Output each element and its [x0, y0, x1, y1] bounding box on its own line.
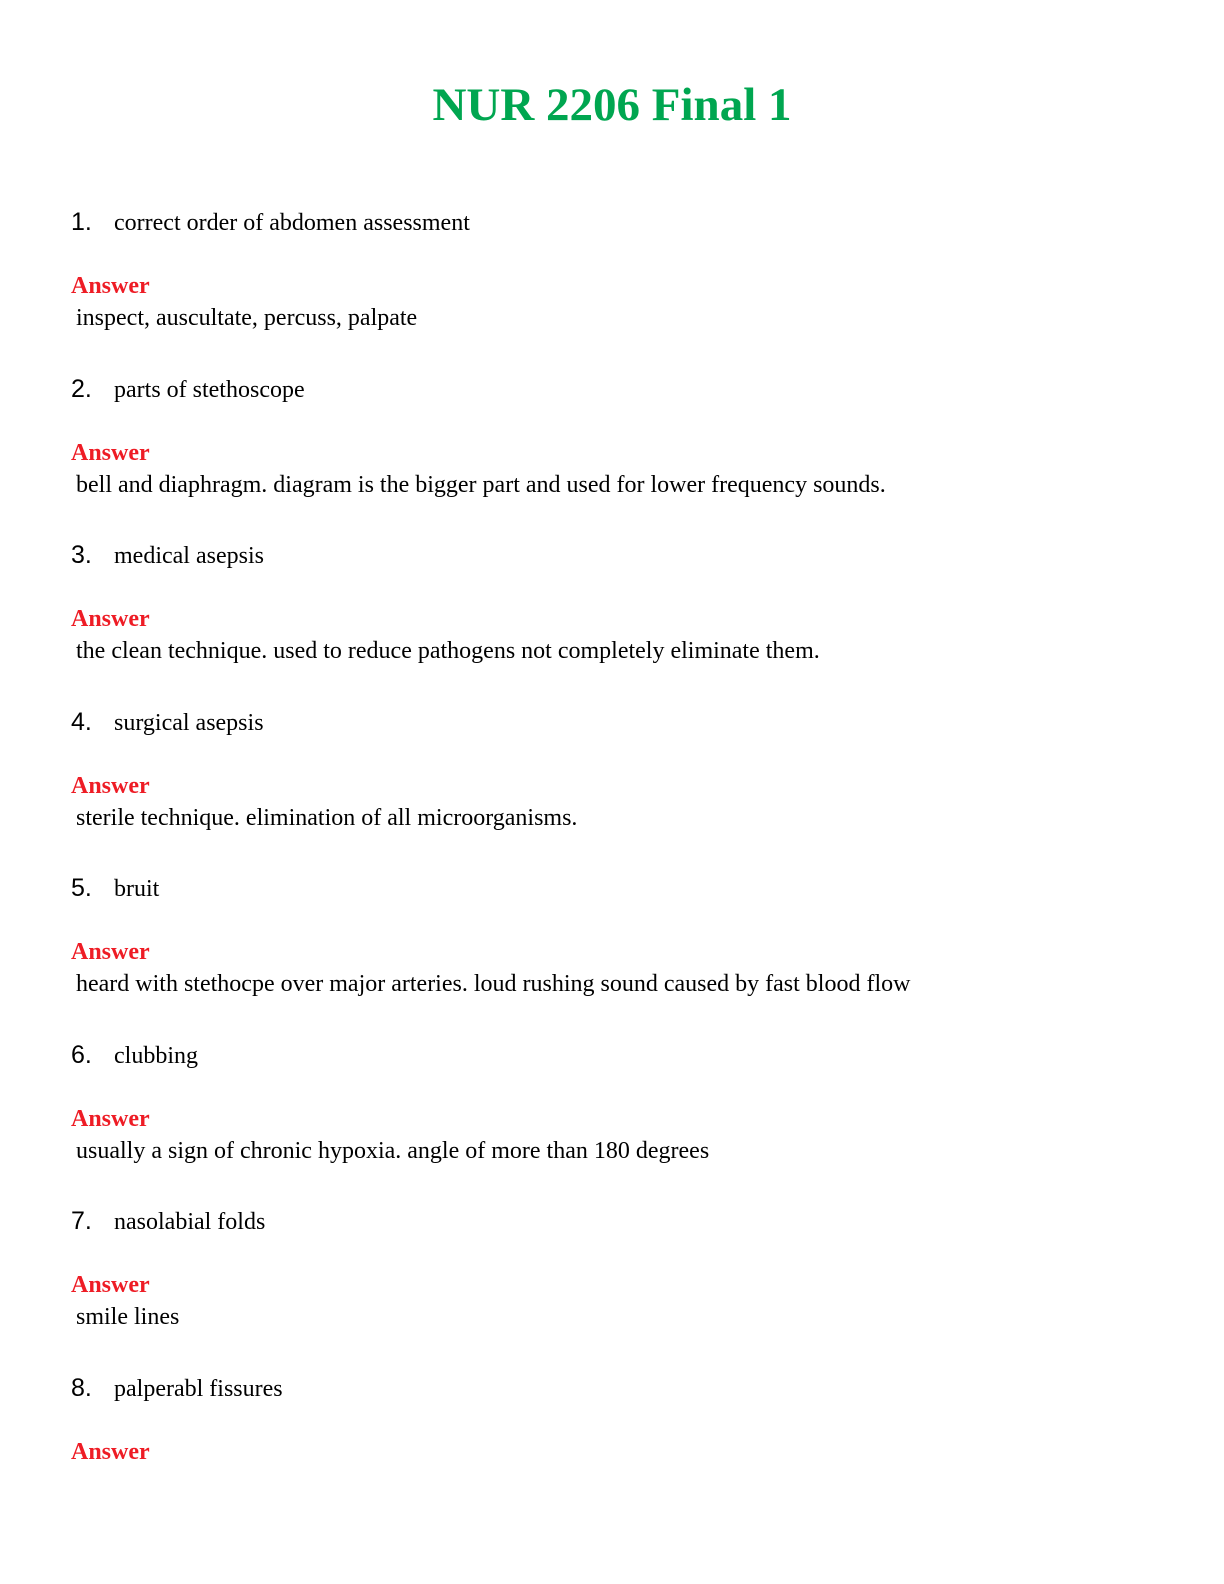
answer-text: usually a sign of chronic hypoxia. angle of more than 180 degrees [76, 1137, 710, 1164]
question-row [71, 372, 305, 406]
question-row [71, 205, 470, 239]
question-row [71, 1371, 283, 1405]
answer-text: smile lines [76, 1304, 180, 1330]
question-text: correct order of abdomen assessment [114, 210, 470, 236]
answer-label: Answer [71, 772, 150, 799]
question-row [71, 538, 264, 572]
question-text: clubbing [114, 1042, 198, 1069]
question-text: nasolabial folds [114, 1209, 266, 1235]
answer-label: Answer [71, 1438, 150, 1465]
answer-text: bell and diaphragm. diagram is the bigger part and used for lower frequency sounds. [76, 471, 886, 498]
qa-item [71, 1038, 1171, 1205]
answer-label: Answer [71, 1105, 150, 1132]
question-row [71, 871, 159, 905]
question-text: medical asepsis [114, 543, 264, 569]
answer-label: Answer [71, 606, 150, 632]
page-title: NUR 2206 Final 1 [432, 79, 792, 131]
answer-text: inspect, auscultate, percuss, palpate [76, 305, 418, 331]
question-number: 5. [71, 874, 92, 902]
question-number: 7. [71, 1207, 92, 1235]
question-number: 3. [71, 541, 92, 569]
question-row [71, 1204, 265, 1238]
answer-label: Answer [71, 439, 150, 466]
qa-item [71, 538, 1171, 705]
answer-text: sterile technique. elimination of all microorganisms. [76, 804, 578, 831]
qa-item [71, 372, 1171, 539]
answer-text: the clean technique. used to reduce pathogens not completely eliminate them. [76, 638, 820, 664]
question-number: 1. [71, 208, 92, 236]
question-text: parts of stethoscope [114, 376, 305, 403]
qa-item [71, 705, 1171, 872]
question-text: surgical asepsis [114, 709, 264, 736]
qa-list [71, 205, 1171, 1537]
qa-item [71, 1371, 1171, 1538]
answer-label: Answer [71, 939, 150, 965]
answer-text: heard with stethocpe over major arteries. loud rushing sound caused by fast blood flow [76, 971, 911, 997]
qa-item [71, 871, 1171, 1038]
question-number: 2. [71, 374, 92, 403]
question-text: bruit [114, 876, 160, 902]
answer-label: Answer [71, 273, 150, 299]
qa-item [71, 1204, 1171, 1371]
question-row [71, 1038, 198, 1072]
answer-label: Answer [71, 1272, 150, 1298]
question-row [71, 705, 264, 739]
question-number: 4. [71, 707, 92, 736]
question-number: 8. [71, 1373, 92, 1402]
question-text: palperabl fissures [114, 1375, 283, 1402]
question-number: 6. [71, 1040, 92, 1069]
qa-item [71, 205, 1171, 372]
